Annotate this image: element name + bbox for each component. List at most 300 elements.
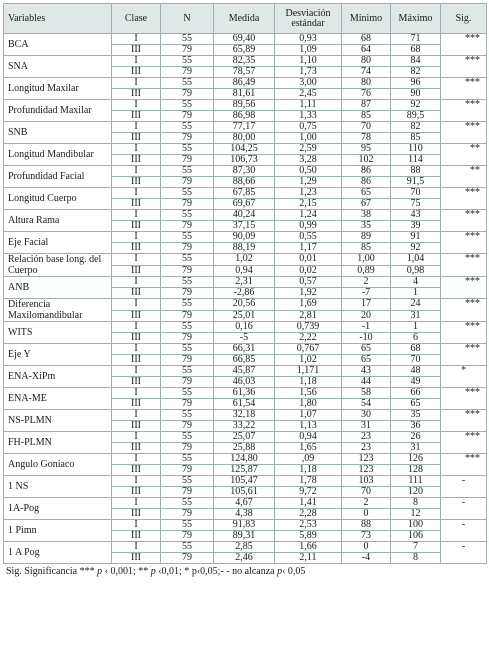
cell-minimo: 2 xyxy=(342,498,391,509)
cell-clase: III xyxy=(112,399,161,410)
cell-clase: III xyxy=(112,45,161,56)
cell-minimo: -4 xyxy=(342,553,391,564)
cell-medida: 61,36 xyxy=(214,388,275,399)
significance-mark: *** xyxy=(441,56,487,78)
caption-p: p xyxy=(97,566,103,577)
cell-n: 79 xyxy=(161,45,214,56)
cell-maximo: 84 xyxy=(391,56,441,67)
variable-name: 1 Pimn xyxy=(4,520,112,542)
cell-desviacion: 1,66 xyxy=(275,542,342,553)
cell-n: 79 xyxy=(161,487,214,498)
cell-clase: I xyxy=(112,144,161,155)
cell-desviacion: 0,50 xyxy=(275,166,342,177)
cell-desviacion: 0,94 xyxy=(275,432,342,443)
significance-mark: ** xyxy=(441,166,487,188)
cell-medida: 33,22 xyxy=(214,421,275,432)
variable-name: 1 NS xyxy=(4,476,112,498)
cell-clase: III xyxy=(112,199,161,210)
cell-clase: I xyxy=(112,542,161,553)
table-row xyxy=(4,56,487,67)
table-row xyxy=(4,520,487,531)
variable-name: Eje Y xyxy=(4,344,112,366)
table-row xyxy=(4,454,487,465)
cell-medida: 90,09 xyxy=(214,232,275,243)
cell-medida: 89,31 xyxy=(214,531,275,542)
cell-minimo: 23 xyxy=(342,432,391,443)
cell-desviacion: 0,93 xyxy=(275,34,342,45)
cell-n: 79 xyxy=(161,553,214,564)
cell-desviacion: 2,15 xyxy=(275,199,342,210)
cell-clase: III xyxy=(112,177,161,188)
variable-name: ENA-ME xyxy=(4,388,112,410)
cell-medida: -2,86 xyxy=(214,288,275,299)
cell-desviacion: 1,56 xyxy=(275,388,342,399)
cell-n: 55 xyxy=(161,454,214,465)
cell-minimo: 88 xyxy=(342,520,391,531)
cell-medida: 40,24 xyxy=(214,210,275,221)
cell-maximo: 66 xyxy=(391,388,441,399)
cell-n: 79 xyxy=(161,509,214,520)
cell-medida: 125,87 xyxy=(214,465,275,476)
significance-mark: *** xyxy=(441,344,487,366)
table-row xyxy=(4,254,487,266)
cell-desviacion: 3,28 xyxy=(275,155,342,166)
table-row xyxy=(4,366,487,377)
cell-minimo: 2 xyxy=(342,277,391,288)
cell-desviacion: 1,80 xyxy=(275,399,342,410)
cell-medida: 88,19 xyxy=(214,243,275,254)
table-row xyxy=(4,542,487,553)
cell-desviacion: 2,53 xyxy=(275,520,342,531)
cell-medida: 105,47 xyxy=(214,476,275,487)
cell-n: 55 xyxy=(161,432,214,443)
cell-n: 79 xyxy=(161,531,214,542)
statistics-table xyxy=(3,3,487,564)
significance-mark: - xyxy=(441,542,487,564)
cell-desviacion: 0,75 xyxy=(275,122,342,133)
cell-desviacion: 2,11 xyxy=(275,553,342,564)
page xyxy=(3,3,486,577)
significance-mark: - xyxy=(441,476,487,498)
cell-maximo: 100 xyxy=(391,520,441,531)
cell-minimo: 68 xyxy=(342,34,391,45)
cell-maximo: 43 xyxy=(391,210,441,221)
cell-clase: III xyxy=(112,509,161,520)
cell-n: 55 xyxy=(161,232,214,243)
cell-medida: 25,01 xyxy=(214,310,275,322)
cell-minimo: 65 xyxy=(342,355,391,366)
cell-medida: 1,02 xyxy=(214,254,275,266)
cell-desviacion: 1,29 xyxy=(275,177,342,188)
cell-maximo: 65 xyxy=(391,399,441,410)
cell-clase: I xyxy=(112,454,161,465)
cell-clase: I xyxy=(112,78,161,89)
cell-n: 55 xyxy=(161,144,214,155)
variable-name: FH-PLMN xyxy=(4,432,112,454)
cell-n: 55 xyxy=(161,122,214,133)
cell-clase: III xyxy=(112,265,161,277)
cell-maximo: 106 xyxy=(391,531,441,542)
cell-clase: III xyxy=(112,155,161,166)
variable-name: SNB xyxy=(4,122,112,144)
cell-maximo: 8 xyxy=(391,553,441,564)
cell-minimo: 76 xyxy=(342,89,391,100)
cell-desviacion: 1,65 xyxy=(275,443,342,454)
cell-maximo: 12 xyxy=(391,509,441,520)
cell-n: 79 xyxy=(161,89,214,100)
variable-name: ENA-XiPm xyxy=(4,366,112,388)
cell-desviacion: 0,99 xyxy=(275,221,342,232)
cell-clase: I xyxy=(112,299,161,311)
variable-name: Longitud Maxilar xyxy=(4,78,112,100)
table-row xyxy=(4,210,487,221)
header-maximo: Máximo xyxy=(391,4,441,34)
cell-maximo: 6 xyxy=(391,333,441,344)
table-row xyxy=(4,100,487,111)
cell-n: 55 xyxy=(161,344,214,355)
cell-clase: III xyxy=(112,111,161,122)
cell-minimo: 54 xyxy=(342,399,391,410)
cell-desviacion: 0,01 xyxy=(275,254,342,266)
cell-maximo: 36 xyxy=(391,421,441,432)
cell-desviacion: 1,69 xyxy=(275,299,342,311)
variable-name: Diferencia Maxilomandibular xyxy=(4,299,112,322)
significance-mark: *** xyxy=(441,232,487,254)
table-row xyxy=(4,299,487,311)
cell-maximo: 68 xyxy=(391,45,441,56)
variable-name: Profundidad Maxilar xyxy=(4,100,112,122)
significance-mark: *** xyxy=(441,34,487,56)
cell-clase: I xyxy=(112,34,161,45)
variable-name: SNA xyxy=(4,56,112,78)
cell-desviacion: 1,92 xyxy=(275,288,342,299)
cell-n: 79 xyxy=(161,310,214,322)
cell-medida: 25,07 xyxy=(214,432,275,443)
cell-n: 79 xyxy=(161,333,214,344)
cell-maximo: 8 xyxy=(391,498,441,509)
cell-clase: III xyxy=(112,443,161,454)
cell-minimo: 65 xyxy=(342,344,391,355)
cell-minimo: 80 xyxy=(342,56,391,67)
cell-clase: III xyxy=(112,355,161,366)
cell-n: 79 xyxy=(161,421,214,432)
cell-minimo: 86 xyxy=(342,177,391,188)
cell-clase: I xyxy=(112,254,161,266)
cell-medida: 2,85 xyxy=(214,542,275,553)
cell-maximo: 85 xyxy=(391,133,441,144)
cell-minimo: 38 xyxy=(342,210,391,221)
cell-maximo: 88 xyxy=(391,166,441,177)
cell-n: 55 xyxy=(161,277,214,288)
cell-maximo: 92 xyxy=(391,243,441,254)
cell-medida: 124,80 xyxy=(214,454,275,465)
cell-desviacion: 0,739 xyxy=(275,322,342,333)
table-row xyxy=(4,277,487,288)
cell-minimo: 103 xyxy=(342,476,391,487)
cell-n: 55 xyxy=(161,388,214,399)
cell-medida: 45,87 xyxy=(214,366,275,377)
cell-maximo: 91 xyxy=(391,232,441,243)
significance-mark: - xyxy=(441,498,487,520)
cell-clase: I xyxy=(112,366,161,377)
cell-minimo: 73 xyxy=(342,531,391,542)
cell-maximo: 75 xyxy=(391,199,441,210)
cell-medida: 4,38 xyxy=(214,509,275,520)
cell-maximo: 31 xyxy=(391,310,441,322)
cell-n: 79 xyxy=(161,199,214,210)
variable-name: 1 A Pog xyxy=(4,542,112,564)
significance-mark: *** xyxy=(441,78,487,100)
cell-desviacion: 9,72 xyxy=(275,487,342,498)
cell-medida: 89,56 xyxy=(214,100,275,111)
cell-maximo: 39 xyxy=(391,221,441,232)
variable-name: Relación base long. del Cuerpo xyxy=(4,254,112,277)
cell-clase: I xyxy=(112,166,161,177)
cell-maximo: 82 xyxy=(391,122,441,133)
header-row xyxy=(4,4,487,34)
cell-desviacion: 5,89 xyxy=(275,531,342,542)
cell-clase: I xyxy=(112,410,161,421)
cell-maximo: 48 xyxy=(391,366,441,377)
table-row xyxy=(4,232,487,243)
significance-mark: *** xyxy=(441,277,487,299)
significance-caption xyxy=(3,566,486,577)
cell-minimo: -1 xyxy=(342,322,391,333)
cell-clase: I xyxy=(112,520,161,531)
cell-n: 79 xyxy=(161,133,214,144)
cell-n: 55 xyxy=(161,100,214,111)
cell-n: 55 xyxy=(161,78,214,89)
cell-clase: I xyxy=(112,322,161,333)
cell-minimo: 64 xyxy=(342,45,391,56)
cell-clase: I xyxy=(112,232,161,243)
cell-clase: III xyxy=(112,89,161,100)
cell-medida: 78,57 xyxy=(214,67,275,78)
significance-mark: *** xyxy=(441,299,487,322)
cell-clase: III xyxy=(112,377,161,388)
cell-medida: 32,18 xyxy=(214,410,275,421)
table-row xyxy=(4,34,487,45)
cell-maximo: 71 xyxy=(391,34,441,45)
cell-minimo: 58 xyxy=(342,388,391,399)
cell-medida: 66,31 xyxy=(214,344,275,355)
table-row xyxy=(4,322,487,333)
variable-name: ANB xyxy=(4,277,112,299)
cell-desviacion: 1,11 xyxy=(275,100,342,111)
cell-maximo: 31 xyxy=(391,443,441,454)
cell-minimo: 17 xyxy=(342,299,391,311)
cell-clase: III xyxy=(112,67,161,78)
cell-clase: I xyxy=(112,122,161,133)
table-row xyxy=(4,410,487,421)
cell-n: 55 xyxy=(161,166,214,177)
cell-desviacion: 0,02 xyxy=(275,265,342,277)
cell-maximo: 128 xyxy=(391,465,441,476)
cell-minimo: 95 xyxy=(342,144,391,155)
cell-medida: 0,94 xyxy=(214,265,275,277)
cell-clase: III xyxy=(112,465,161,476)
cell-maximo: 7 xyxy=(391,542,441,553)
cell-maximo: 110 xyxy=(391,144,441,155)
significance-mark: * xyxy=(441,366,487,388)
table-row xyxy=(4,144,487,155)
variable-name: Longitud Mandibular xyxy=(4,144,112,166)
cell-desviacion: 1,171 xyxy=(275,366,342,377)
cell-medida: 80,00 xyxy=(214,133,275,144)
cell-n: 55 xyxy=(161,188,214,199)
cell-minimo: 0,89 xyxy=(342,265,391,277)
cell-desviacion: 1,24 xyxy=(275,210,342,221)
cell-clase: I xyxy=(112,432,161,443)
cell-minimo: 74 xyxy=(342,67,391,78)
cell-maximo: 1 xyxy=(391,322,441,333)
caption-p: p xyxy=(150,566,156,577)
cell-desviacion: 1,41 xyxy=(275,498,342,509)
cell-clase: III xyxy=(112,421,161,432)
header-variables: Variables xyxy=(4,4,112,34)
cell-minimo: 23 xyxy=(342,443,391,454)
cell-desviacion: 2,81 xyxy=(275,310,342,322)
cell-maximo: 120 xyxy=(391,487,441,498)
cell-medida: 65,89 xyxy=(214,45,275,56)
cell-minimo: 78 xyxy=(342,133,391,144)
cell-clase: I xyxy=(112,476,161,487)
cell-desviacion: 1,23 xyxy=(275,188,342,199)
cell-desviacion: 1,13 xyxy=(275,421,342,432)
cell-minimo: 89 xyxy=(342,232,391,243)
header-sig: Sig. xyxy=(441,4,487,34)
cell-minimo: 30 xyxy=(342,410,391,421)
caption-part: ‹ 0,001; ** xyxy=(102,566,151,577)
cell-medida: 4,67 xyxy=(214,498,275,509)
cell-desviacion: 1,78 xyxy=(275,476,342,487)
table-row xyxy=(4,388,487,399)
header-desviacion: Desviación estándar xyxy=(275,4,342,34)
cell-maximo: 96 xyxy=(391,78,441,89)
cell-medida: 69,67 xyxy=(214,199,275,210)
cell-minimo: 35 xyxy=(342,221,391,232)
cell-n: 79 xyxy=(161,177,214,188)
significance-mark: ** xyxy=(441,144,487,166)
cell-n: 55 xyxy=(161,476,214,487)
cell-minimo: 70 xyxy=(342,122,391,133)
cell-clase: I xyxy=(112,100,161,111)
cell-desviacion: 1,02 xyxy=(275,355,342,366)
cell-desviacion: 0,767 xyxy=(275,344,342,355)
cell-desviacion: 2,22 xyxy=(275,333,342,344)
cell-maximo: 70 xyxy=(391,355,441,366)
cell-medida: 66,85 xyxy=(214,355,275,366)
cell-medida: 104,25 xyxy=(214,144,275,155)
cell-minimo: 80 xyxy=(342,78,391,89)
cell-medida: 20,56 xyxy=(214,299,275,311)
significance-mark: *** xyxy=(441,210,487,232)
table-row xyxy=(4,432,487,443)
cell-n: 79 xyxy=(161,243,214,254)
cell-clase: I xyxy=(112,388,161,399)
cell-minimo: 31 xyxy=(342,421,391,432)
cell-minimo: 87 xyxy=(342,100,391,111)
cell-clase: I xyxy=(112,56,161,67)
cell-maximo: 126 xyxy=(391,454,441,465)
cell-minimo: 102 xyxy=(342,155,391,166)
cell-clase: I xyxy=(112,188,161,199)
cell-minimo: 44 xyxy=(342,377,391,388)
cell-n: 55 xyxy=(161,366,214,377)
cell-n: 79 xyxy=(161,111,214,122)
cell-n: 79 xyxy=(161,155,214,166)
table-row xyxy=(4,498,487,509)
variable-name: BCA xyxy=(4,34,112,56)
cell-minimo: 67 xyxy=(342,199,391,210)
header-medida: Medida xyxy=(214,4,275,34)
cell-n: 55 xyxy=(161,322,214,333)
cell-minimo: 85 xyxy=(342,111,391,122)
cell-clase: I xyxy=(112,344,161,355)
cell-maximo: 0,98 xyxy=(391,265,441,277)
cell-maximo: 49 xyxy=(391,377,441,388)
caption-part: ‹0,01; * p‹0,05;- - no alcanza xyxy=(155,566,278,577)
cell-clase: III xyxy=(112,243,161,254)
cell-maximo: 1,04 xyxy=(391,254,441,266)
cell-n: 79 xyxy=(161,221,214,232)
significance-mark: *** xyxy=(441,388,487,410)
cell-desviacion: 2,45 xyxy=(275,89,342,100)
cell-medida: 91,83 xyxy=(214,520,275,531)
cell-medida: 2,31 xyxy=(214,277,275,288)
variable-name: Longitud Cuerpo xyxy=(4,188,112,210)
cell-n: 55 xyxy=(161,410,214,421)
header-minimo: Mínimo xyxy=(342,4,391,34)
cell-desviacion: 1,09 xyxy=(275,45,342,56)
cell-clase: III xyxy=(112,221,161,232)
caption-p: p xyxy=(277,566,283,577)
table-row xyxy=(4,78,487,89)
cell-medida: 81,61 xyxy=(214,89,275,100)
table-row xyxy=(4,344,487,355)
cell-maximo: 89,5 xyxy=(391,111,441,122)
header-clase: Clase xyxy=(112,4,161,34)
cell-desviacion: 0,57 xyxy=(275,277,342,288)
cell-medida: 61,54 xyxy=(214,399,275,410)
cell-maximo: 92 xyxy=(391,100,441,111)
cell-clase: III xyxy=(112,133,161,144)
cell-medida: 2,46 xyxy=(214,553,275,564)
cell-clase: III xyxy=(112,553,161,564)
cell-maximo: 111 xyxy=(391,476,441,487)
cell-n: 79 xyxy=(161,288,214,299)
cell-desviacion: 2,59 xyxy=(275,144,342,155)
variable-name: NS-PLMN xyxy=(4,410,112,432)
cell-n: 55 xyxy=(161,520,214,531)
table-body xyxy=(4,34,487,564)
cell-desviacion: 1,00 xyxy=(275,133,342,144)
cell-medida: 0,16 xyxy=(214,322,275,333)
cell-minimo: 123 xyxy=(342,465,391,476)
cell-clase: I xyxy=(112,498,161,509)
cell-n: 55 xyxy=(161,34,214,45)
variable-name: WITS xyxy=(4,322,112,344)
cell-minimo: 65 xyxy=(342,188,391,199)
significance-mark: *** xyxy=(441,322,487,344)
cell-n: 55 xyxy=(161,498,214,509)
cell-medida: 25,88 xyxy=(214,443,275,454)
cell-minimo: 123 xyxy=(342,454,391,465)
cell-maximo: 35 xyxy=(391,410,441,421)
variable-name: Angulo Goniaco xyxy=(4,454,112,476)
cell-maximo: 1 xyxy=(391,288,441,299)
cell-n: 55 xyxy=(161,299,214,311)
